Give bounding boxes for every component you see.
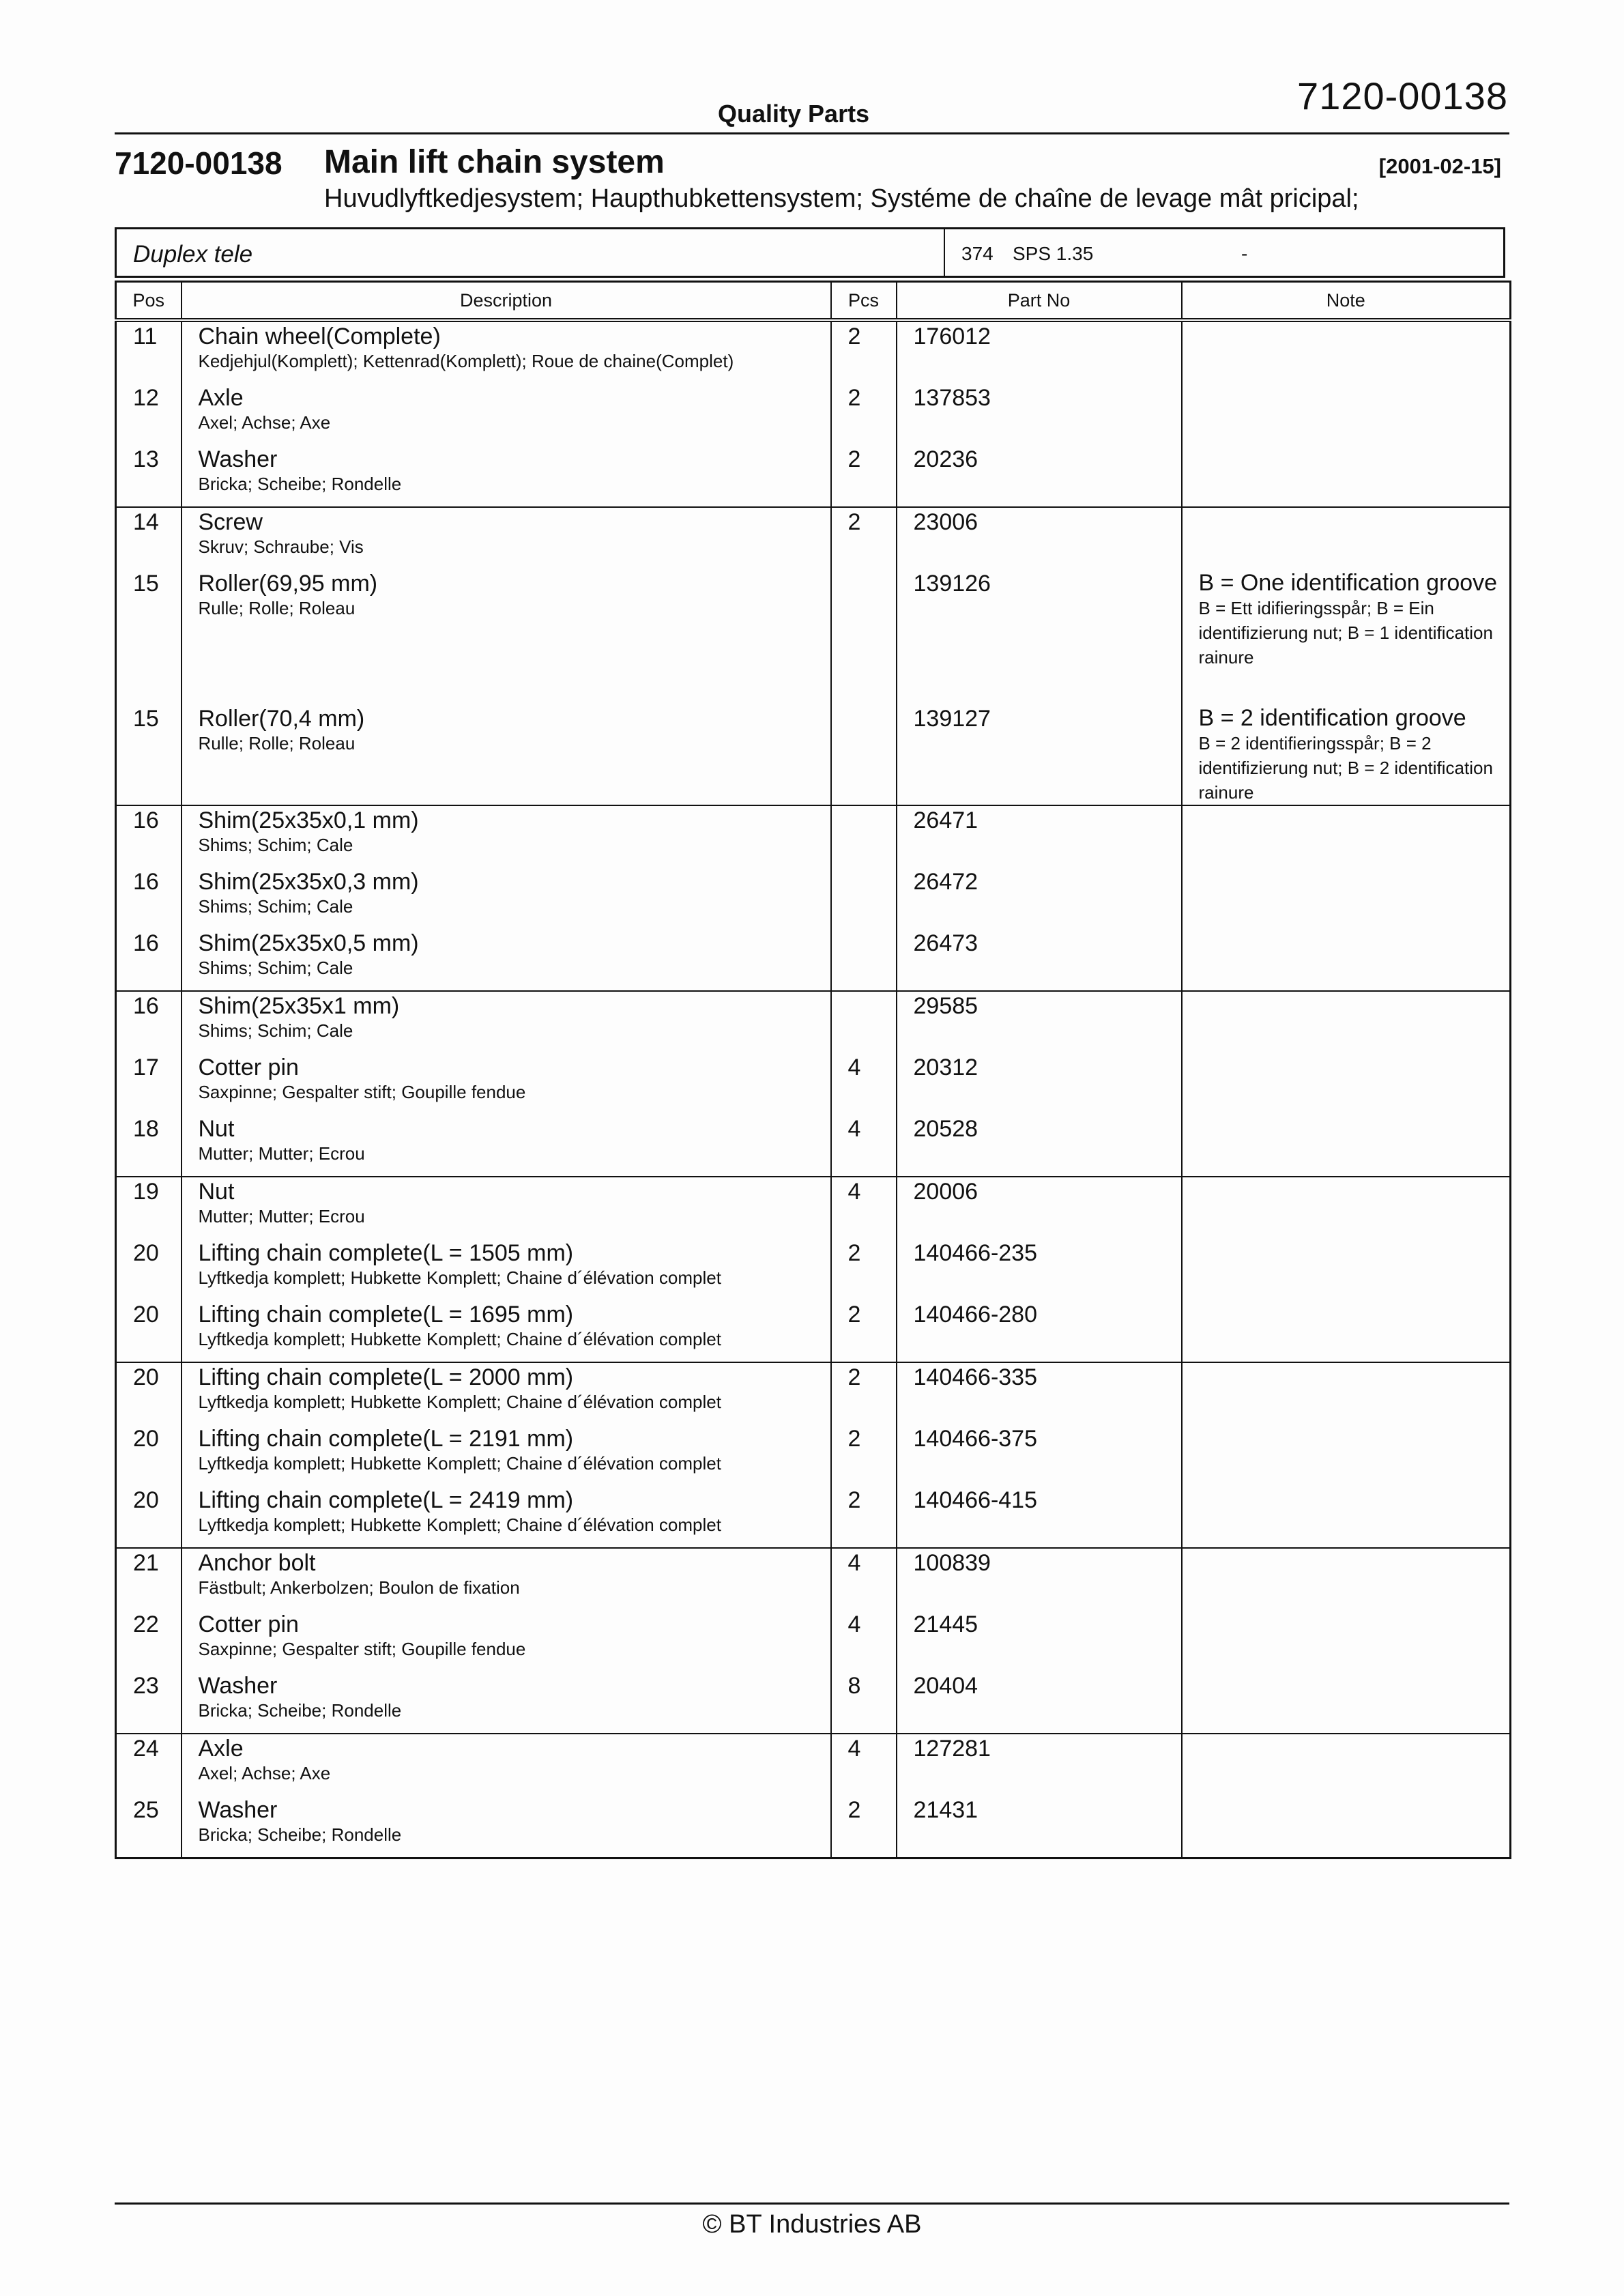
- cell-pcs: 4: [831, 1053, 897, 1115]
- cell-description: [182, 507, 831, 569]
- cell-part-no: 26471: [897, 805, 1182, 867]
- model-info-box: [115, 227, 1505, 278]
- table-row: [116, 569, 1511, 704]
- cell-note: [1182, 1486, 1511, 1548]
- parts-table: [115, 281, 1511, 1859]
- table-row: [116, 1671, 1511, 1734]
- cell-note: [1182, 1548, 1511, 1610]
- header-doc-number: 7120-00138: [1297, 74, 1508, 117]
- cell-pos: 20: [116, 1239, 182, 1300]
- cell-pcs: 2: [831, 507, 897, 569]
- cell-part-no: 176012: [897, 320, 1182, 384]
- cell-description: [182, 867, 831, 929]
- cell-pcs: 2: [831, 1362, 897, 1424]
- cell-note: [1182, 1053, 1511, 1115]
- cell-part-no: 20236: [897, 445, 1182, 507]
- model-extra: -: [1241, 243, 1248, 264]
- model-sps: SPS 1.35: [1013, 243, 1094, 264]
- cell-note: [1182, 507, 1511, 569]
- cell-pcs: 2: [831, 1424, 897, 1486]
- table-row: [116, 867, 1511, 929]
- header-note: Note: [1182, 282, 1511, 321]
- cell-note: [1182, 1300, 1511, 1362]
- cell-part-no: 100839: [897, 1548, 1182, 1610]
- cell-pcs: [831, 929, 897, 991]
- table-row: [116, 704, 1511, 805]
- cell-part-no: 140466-280: [897, 1300, 1182, 1362]
- footer-divider: [115, 2202, 1509, 2205]
- cell-part-no: 140466-235: [897, 1239, 1182, 1300]
- description-main: Shim(25x35x1 mm): [198, 993, 400, 1019]
- description-main: Washer: [198, 1797, 278, 1823]
- table-row: [116, 929, 1511, 991]
- cell-part-no: 20006: [897, 1177, 1182, 1239]
- description-translations: Shims; Schim; Cale: [198, 1020, 353, 1041]
- cell-part-no: 20404: [897, 1671, 1182, 1734]
- cell-description: [182, 445, 831, 507]
- description-main: Cotter pin: [198, 1054, 299, 1080]
- description-main: Cotter pin: [198, 1611, 299, 1637]
- table-row: [116, 1239, 1511, 1300]
- cell-pcs: 4: [831, 1610, 897, 1671]
- cell-note: [1182, 704, 1511, 805]
- cell-part-no: 140466-415: [897, 1486, 1182, 1548]
- description-translations: Lyftkedja komplett; Hubkette Komplett; Chaine d´élévation complet: [198, 1267, 721, 1288]
- cell-note: [1182, 1115, 1511, 1177]
- document-subtitle: Huvudlyftkedjesystem; Haupthubkettensystem; Systéme de chaîne de levage mât pricipal;: [324, 184, 1359, 213]
- description-translations: Rulle; Rolle; Roleau: [198, 733, 356, 754]
- cell-pos: 13: [116, 445, 182, 507]
- description-main: Washer: [198, 446, 278, 472]
- cell-description: [182, 1671, 831, 1734]
- table-row: [116, 1362, 1511, 1424]
- cell-description: [182, 805, 831, 867]
- cell-note: [1182, 1734, 1511, 1796]
- cell-pcs: 4: [831, 1115, 897, 1177]
- description-translations: Shims; Schim; Cale: [198, 896, 353, 917]
- description-main: Shim(25x35x0,1 mm): [198, 807, 419, 833]
- description-translations: Bricka; Scheibe; Rondelle: [198, 1700, 402, 1721]
- description-main: Shim(25x35x0,5 mm): [198, 930, 419, 956]
- description-translations: Axel; Achse; Axe: [198, 412, 331, 433]
- cell-part-no: 140466-375: [897, 1424, 1182, 1486]
- cell-description: [182, 1424, 831, 1486]
- cell-part-no: 137853: [897, 384, 1182, 445]
- table-row: [116, 1115, 1511, 1177]
- cell-note: [1182, 1610, 1511, 1671]
- table-row: [116, 1053, 1511, 1115]
- description-main: Washer: [198, 1673, 278, 1699]
- cell-pos: 18: [116, 1115, 182, 1177]
- cell-part-no: 139127: [897, 704, 1182, 805]
- table-row: [116, 991, 1511, 1053]
- description-translations: Bricka; Scheibe; Rondelle: [198, 474, 402, 494]
- description-main: Lifting chain complete(L = 2191 mm): [198, 1426, 574, 1452]
- description-translations: Bricka; Scheibe; Rondelle: [198, 1824, 402, 1845]
- table-row: [116, 507, 1511, 569]
- cell-note: [1182, 1239, 1511, 1300]
- cell-pcs: 8: [831, 1671, 897, 1734]
- cell-description: [182, 1053, 831, 1115]
- cell-pos: 16: [116, 991, 182, 1053]
- cell-pos: 19: [116, 1177, 182, 1239]
- cell-description: [182, 320, 831, 384]
- table-row: [116, 1424, 1511, 1486]
- description-translations: Rulle; Rolle; Roleau: [198, 598, 356, 618]
- cell-pcs: 4: [831, 1734, 897, 1796]
- cell-description: [182, 384, 831, 445]
- cell-pos: 11: [116, 320, 182, 384]
- header-section-title: Quality Parts: [718, 100, 870, 128]
- cell-part-no: 140466-335: [897, 1362, 1182, 1424]
- cell-pos: 25: [116, 1796, 182, 1859]
- cell-note: [1182, 991, 1511, 1053]
- description-main: Lifting chain complete(L = 1505 mm): [198, 1240, 574, 1266]
- cell-part-no: 127281: [897, 1734, 1182, 1796]
- description-main: Nut: [198, 1179, 235, 1205]
- cell-description: [182, 1177, 831, 1239]
- description-translations: Fästbult; Ankerbolzen; Boulon de fixation: [198, 1577, 520, 1598]
- table-body: [116, 320, 1511, 1859]
- table-header-row: [116, 282, 1511, 321]
- cell-note: [1182, 1177, 1511, 1239]
- document-title: Main lift chain system: [324, 144, 665, 180]
- cell-part-no: 139126: [897, 569, 1182, 704]
- note-translations: B = 2 identifieringsspår; B = 2 identifizierung nut; B = 2 identification rainure: [1198, 733, 1493, 803]
- cell-note: [1182, 805, 1511, 867]
- description-translations: Lyftkedja komplett; Hubkette Komplett; Chaine d´élévation complet: [198, 1329, 721, 1349]
- footer-copyright: © BT Industries AB: [702, 2210, 922, 2239]
- cell-pos: 20: [116, 1424, 182, 1486]
- cell-note: [1182, 1796, 1511, 1859]
- cell-note: [1182, 1671, 1511, 1734]
- description-translations: Shims; Schim; Cale: [198, 835, 353, 855]
- description-translations: Kedjehjul(Komplett); Kettenrad(Komplett); Roue de chaine(Complet): [198, 351, 734, 371]
- cell-pcs: 2: [831, 1300, 897, 1362]
- description-main: Axle: [198, 385, 244, 411]
- cell-pos: 15: [116, 704, 182, 805]
- description-main: Roller(70,4 mm): [198, 706, 365, 732]
- cell-pcs: 2: [831, 445, 897, 507]
- cell-pos: 22: [116, 1610, 182, 1671]
- description-translations: Axel; Achse; Axe: [198, 1763, 331, 1783]
- model-code: 374: [961, 243, 994, 264]
- cell-description: [182, 1734, 831, 1796]
- cell-part-no: 26473: [897, 929, 1182, 991]
- table-row: [116, 320, 1511, 384]
- header-description: Description: [182, 282, 831, 321]
- cell-description: [182, 1548, 831, 1610]
- cell-pos: 16: [116, 867, 182, 929]
- description-main: Axle: [198, 1736, 244, 1762]
- cell-part-no: 20312: [897, 1053, 1182, 1115]
- cell-description: [182, 1239, 831, 1300]
- cell-part-no: 21445: [897, 1610, 1182, 1671]
- cell-pcs: [831, 704, 897, 805]
- description-translations: Saxpinne; Gespalter stift; Goupille fendue: [198, 1082, 526, 1102]
- cell-pcs: [831, 569, 897, 704]
- table-row: [116, 1548, 1511, 1610]
- description-main: Chain wheel(Complete): [198, 324, 441, 349]
- cell-note: [1182, 445, 1511, 507]
- cell-pcs: 2: [831, 1239, 897, 1300]
- cell-part-no: 21431: [897, 1796, 1182, 1859]
- table-row: [116, 1796, 1511, 1859]
- description-translations: Shims; Schim; Cale: [198, 958, 353, 978]
- description-main: Shim(25x35x0,3 mm): [198, 869, 419, 895]
- cell-description: [182, 929, 831, 991]
- description-translations: Skruv; Schraube; Vis: [198, 536, 364, 557]
- cell-note: [1182, 384, 1511, 445]
- cell-pos: 14: [116, 507, 182, 569]
- table-row: [116, 1734, 1511, 1796]
- description-main: Lifting chain complete(L = 2000 mm): [198, 1364, 574, 1390]
- cell-pcs: 2: [831, 384, 897, 445]
- model-divider: [944, 229, 945, 276]
- document-number: 7120-00138: [115, 145, 282, 181]
- cell-pos: 17: [116, 1053, 182, 1115]
- description-main: Screw: [198, 509, 263, 535]
- header-divider: [115, 132, 1509, 134]
- cell-pos: 21: [116, 1548, 182, 1610]
- cell-pcs: [831, 991, 897, 1053]
- cell-description: [182, 1486, 831, 1548]
- cell-pos: 24: [116, 1734, 182, 1796]
- cell-part-no: 23006: [897, 507, 1182, 569]
- description-translations: Mutter; Mutter; Ecrou: [198, 1206, 365, 1226]
- cell-pos: 20: [116, 1486, 182, 1548]
- description-main: Nut: [198, 1116, 235, 1142]
- description-main: Roller(69,95 mm): [198, 571, 378, 597]
- description-main: Lifting chain complete(L = 1695 mm): [198, 1302, 574, 1328]
- note-translations: B = Ett idifieringsspår; B = Ein identifizierung nut; B = 1 identification rainure: [1198, 598, 1493, 668]
- cell-description: [182, 1115, 831, 1177]
- description-main: Anchor bolt: [198, 1550, 316, 1576]
- cell-pos: 12: [116, 384, 182, 445]
- cell-note: [1182, 867, 1511, 929]
- cell-pcs: 2: [831, 1796, 897, 1859]
- description-translations: Lyftkedja komplett; Hubkette Komplett; Chaine d´élévation complet: [198, 1392, 721, 1412]
- table-row: [116, 1177, 1511, 1239]
- cell-note: [1182, 320, 1511, 384]
- cell-pos: 15: [116, 569, 182, 704]
- description-translations: Saxpinne; Gespalter stift; Goupille fendue: [198, 1639, 526, 1659]
- note-main: B = 2 identification groove: [1198, 705, 1466, 731]
- cell-pos: 16: [116, 805, 182, 867]
- header-part-no: Part No: [897, 282, 1182, 321]
- description-main: Lifting chain complete(L = 2419 mm): [198, 1487, 574, 1513]
- table-row: [116, 384, 1511, 445]
- cell-description: [182, 1300, 831, 1362]
- cell-part-no: 26472: [897, 867, 1182, 929]
- cell-pcs: [831, 805, 897, 867]
- cell-description: [182, 704, 831, 805]
- table-row: [116, 805, 1511, 867]
- cell-pos: 20: [116, 1362, 182, 1424]
- description-translations: Lyftkedja komplett; Hubkette Komplett; Chaine d´élévation complet: [198, 1453, 721, 1474]
- model-name: Duplex tele: [133, 241, 253, 268]
- table-row: [116, 1610, 1511, 1671]
- header-pcs: Pcs: [831, 282, 897, 321]
- cell-note: [1182, 929, 1511, 991]
- cell-pcs: [831, 867, 897, 929]
- cell-pos: 20: [116, 1300, 182, 1362]
- cell-description: [182, 569, 831, 704]
- cell-pos: 16: [116, 929, 182, 991]
- cell-description: [182, 1362, 831, 1424]
- cell-part-no: 29585: [897, 991, 1182, 1053]
- cell-description: [182, 1610, 831, 1671]
- cell-pcs: 2: [831, 320, 897, 384]
- cell-description: [182, 1796, 831, 1859]
- cell-pcs: 4: [831, 1548, 897, 1610]
- cell-part-no: 20528: [897, 1115, 1182, 1177]
- table-row: [116, 1300, 1511, 1362]
- header-pos: Pos: [116, 282, 182, 321]
- cell-note: [1182, 1424, 1511, 1486]
- note-main: B = One identification groove: [1198, 570, 1498, 596]
- cell-pcs: 2: [831, 1486, 897, 1548]
- cell-note: [1182, 1362, 1511, 1424]
- document-date: [2001-02-15]: [1378, 154, 1501, 178]
- description-translations: Mutter; Mutter; Ecrou: [198, 1143, 365, 1164]
- cell-note: [1182, 569, 1511, 704]
- cell-pcs: 4: [831, 1177, 897, 1239]
- table-row: [116, 445, 1511, 507]
- table-row: [116, 1486, 1511, 1548]
- cell-description: [182, 991, 831, 1053]
- cell-pos: 23: [116, 1671, 182, 1734]
- description-translations: Lyftkedja komplett; Hubkette Komplett; Chaine d´élévation complet: [198, 1515, 721, 1535]
